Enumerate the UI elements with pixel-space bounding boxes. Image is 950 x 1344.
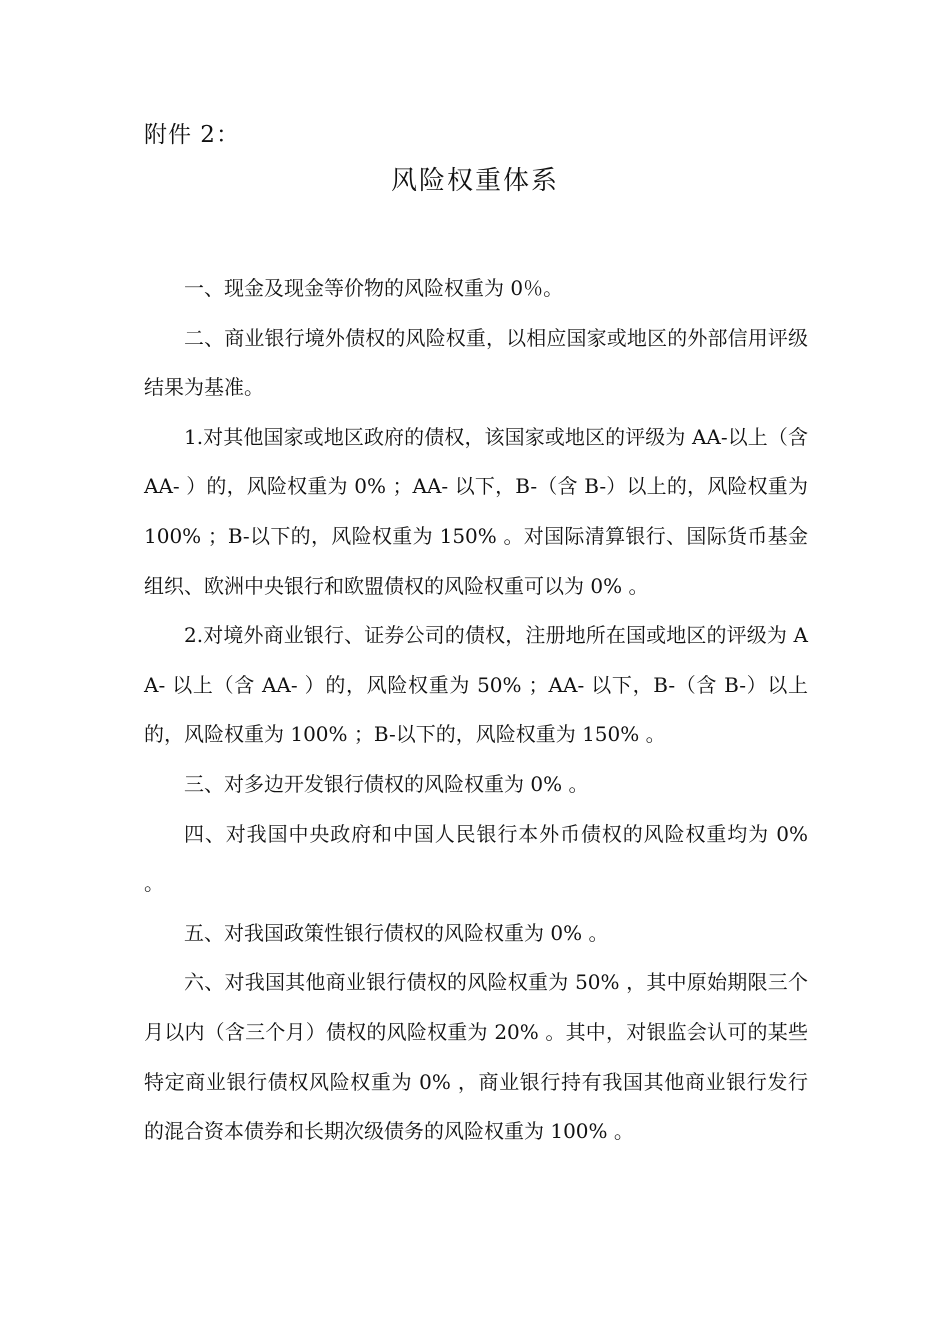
paragraph-cash: 一、现金及现金等价物的风险权重为 0％。 [184,276,564,300]
paragraph-other-commercial-banks: 六、对我国其他商业银行债权的风险权重为 50% ，其中原始期限三个月以内（含三个月）债权的风险权重为 20% 。其中，对银监会认可的某些特定商业银行债权风险权重为 0% ，商业银行持有我国其他商业银行发行的混合资本债券和长期次级债务的风险权重为 100% 。 [144,970,808,1144]
document-title: 风险权重体系 [390,166,559,196]
paragraph-foreign-claims: 二、商业银行境外债权的风险权重，以相应国家或地区的外部信用评级结果为基准。 [144,325,808,400]
paragraph-central-government: 四、对我国中央政府和中国人民银行本外币债权的风险权重均为 0% 。 [144,821,808,896]
document-body [144,264,808,1157]
paragraph-foreign-governments: 1.对其他国家或地区政府的债权，该国家或地区的评级为 AA-以上（含 AA- ）的，风险权重为 0% ；AA- 以下，B-（含 B-）以上的，风险权重为 100% ；B-以下的，风险权重为 150% 。对国际清算银行、国际货币基金组织、欧洲中央银行和欧盟债权的风险权重可以为 0% 。 [144,424,808,598]
paragraph-foreign-banks: 2.对境外商业银行、证券公司的债权，注册地所在国或地区的评级为 AA- 以上（含 AA- ）的，风险权重为 50% ；AA- 以下，B-（含 B-）以上的，风险权重为 100% ；B-以下的，风险权重为 150% 。 [144,623,808,747]
attachment-label: 附件 2： [144,122,240,148]
paragraph-policy-banks: 五、对我国政策性银行债权的风险权重为 0% 。 [184,920,609,945]
paragraph-multilateral-banks: 三、对多边开发银行债权的风险权重为 0% 。 [184,771,589,796]
